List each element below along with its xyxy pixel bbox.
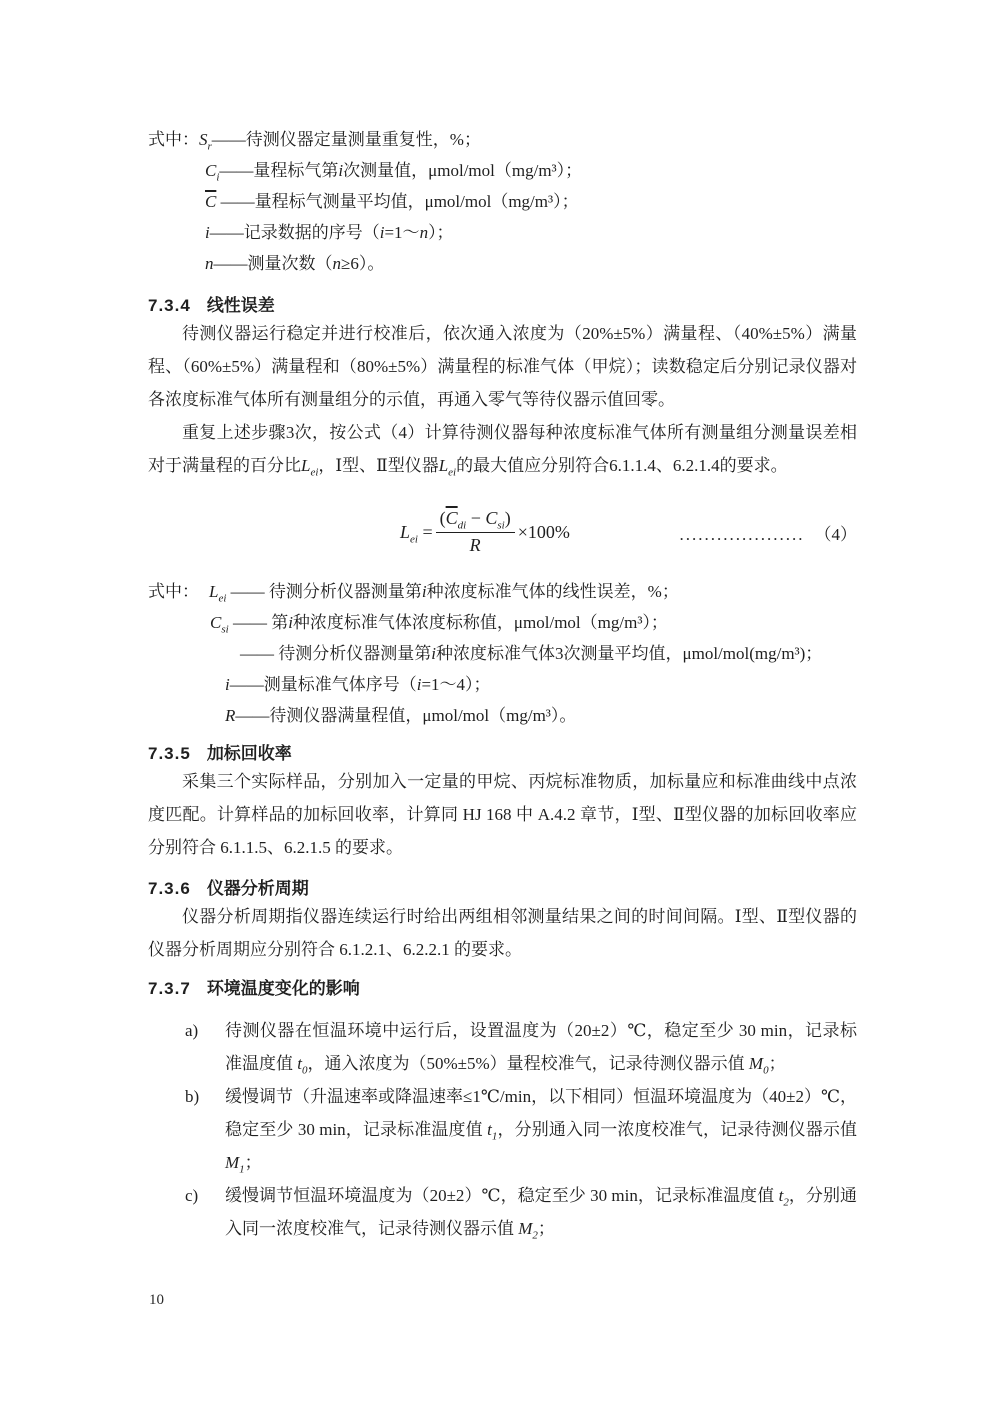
symbol-definitions-linearity [148, 576, 857, 731]
paragraph: 仪器分析周期指仪器连续运行时给出两组相邻测量结果之间的时间间隔。Ⅰ型、Ⅱ型仪器的仪器分析周期应分别符合 6.1.2.1、6.2.2.1 的要求。 [148, 907, 857, 959]
formula-numerator: $(\overline{C}_{di} - C_{si})$ [436, 508, 515, 533]
formula-4 [148, 496, 857, 568]
definition-line: i——测量标准气体序号（i=1～4）； [225, 675, 491, 694]
definition-line [148, 124, 857, 155]
list-item-b [148, 1080, 857, 1179]
list-marker: b) [185, 1087, 200, 1106]
section-number: 7.3.7 [148, 979, 191, 998]
definition-line: i——记录数据的序号（i=1～n）； [205, 223, 454, 242]
section-number: 7.3.4 [148, 296, 191, 315]
formula-reference [680, 520, 858, 545]
section-title: 环境温度变化的影响 [206, 979, 360, 998]
formula-where-label: 式中： [148, 130, 199, 149]
section-heading-7-3-5 [148, 743, 857, 765]
definition-line: —— 待测分析仪器测量第i种浓度标准气体3次测量平均值，μmol/mol(mg/m³)； [240, 644, 823, 663]
paragraph: 重复上述步骤3次，按公式（4）计算待测仪器每种浓度标准气体所有测量组分测量误差相对于满量程的百分比$L_{ei}$，Ⅰ型、Ⅱ型仪器$L_{ei}$的最大值应分别符合6.1.1.4、6.2.1.4的要求。 [148, 423, 857, 479]
list-marker: a) [185, 1021, 199, 1040]
formula-lhs: $L_{ei}$ = [400, 521, 433, 546]
formula-number: （4） [814, 524, 857, 544]
definition-text: $L_{ei}$ —— 待测分析仪器测量第i种浓度标准气体的线性误差，%； [209, 582, 679, 605]
list-item-text: 缓慢调节恒温环境温度为（20±2）℃，稳定至少 30 min，记录标准温度值 $t_2$，分别通入同一浓度校准气，记录待测仪器示值 $M_2$； [225, 1186, 858, 1242]
definition-line: $C_{si}$ —— 第i种浓度标准气体浓度标称值，μmol/mol（mg/m³）； [210, 613, 668, 636]
formula-expression [400, 508, 570, 556]
formula-dots: .................... [679, 524, 805, 544]
section-title: 加标回收率 [206, 744, 292, 763]
paragraph: 采集三个实际样品，分别加入一定量的甲烷、丙烷标准物质，加标量应和标准曲线中点浓度匹配。计算样品的加标回收率，计算同 HJ 168 中 A.4.2 章节，Ⅰ型、Ⅱ型仪器的加标回收率应分别符合 6.1.1.5、6.2.1.5 的要求。 [148, 772, 857, 857]
list-item-text: 待测仪器在恒温环境中运行后，设置温度为（20±2）℃，稳定至少 30 min，记录标准温度值 $t_0$，通入浓度为（50%±5%）量程校准气，记录待测仪器示值 $M_0$； [225, 1021, 857, 1077]
section-heading-7-3-6 [148, 878, 857, 900]
definition-line: $\overline{C}$ ——量程标气测量平均值，μmol/mol（mg/m³）； [205, 192, 579, 211]
section-title: 仪器分析周期 [206, 879, 309, 898]
section-heading-7-3-4 [148, 295, 857, 317]
list-item-a [148, 1014, 857, 1080]
section-number: 7.3.5 [148, 744, 191, 763]
section-title: 线性误差 [206, 296, 275, 315]
paragraph: 待测仪器运行稳定并进行校准后，依次通入浓度为（20%±5%）满量程、（40%±5%）满量程、（60%±5%）满量程和（80%±5%）满量程的标准气体（甲烷）；读数稳定后分别记录仪器对各浓度标准气体所有测量组分的示值，再通入零气等待仪器示值回零。 [148, 324, 857, 409]
section-number: 7.3.6 [148, 879, 191, 898]
section-heading-7-3-7 [148, 978, 857, 1000]
formula-fraction [436, 508, 515, 556]
definition-line: $C_i——$量程标气第i次测量值，μmol/mol（mg/m³）； [205, 161, 583, 184]
list-item-text: 缓慢调节（升温速率或降温速率≤1℃/min，以下相同）恒温环境温度为（40±2）℃，稳定至少 30 min，记录标准温度值 $t_1$，分别通入同一浓度校准气，记录待测仪器示值 $M_1$； [225, 1087, 857, 1176]
formula-denominator: R [469, 535, 481, 555]
list-item-c [148, 1179, 857, 1245]
page-number: 10 [149, 1292, 164, 1308]
formula-where-label: 式中： [148, 582, 199, 601]
definition-line: n——测量次数（n≥6）。 [205, 254, 385, 273]
list-marker: c) [185, 1186, 199, 1205]
formula-rhs: ×100% [517, 521, 570, 542]
definition-line [148, 576, 857, 607]
definition-text: $S_r——$待测仪器定量测量重复性，%； [199, 130, 481, 153]
symbol-definitions-repeatability [148, 124, 857, 279]
definition-line: R——待测仪器满量程值，μmol/mol（mg/m³）。 [225, 706, 577, 725]
